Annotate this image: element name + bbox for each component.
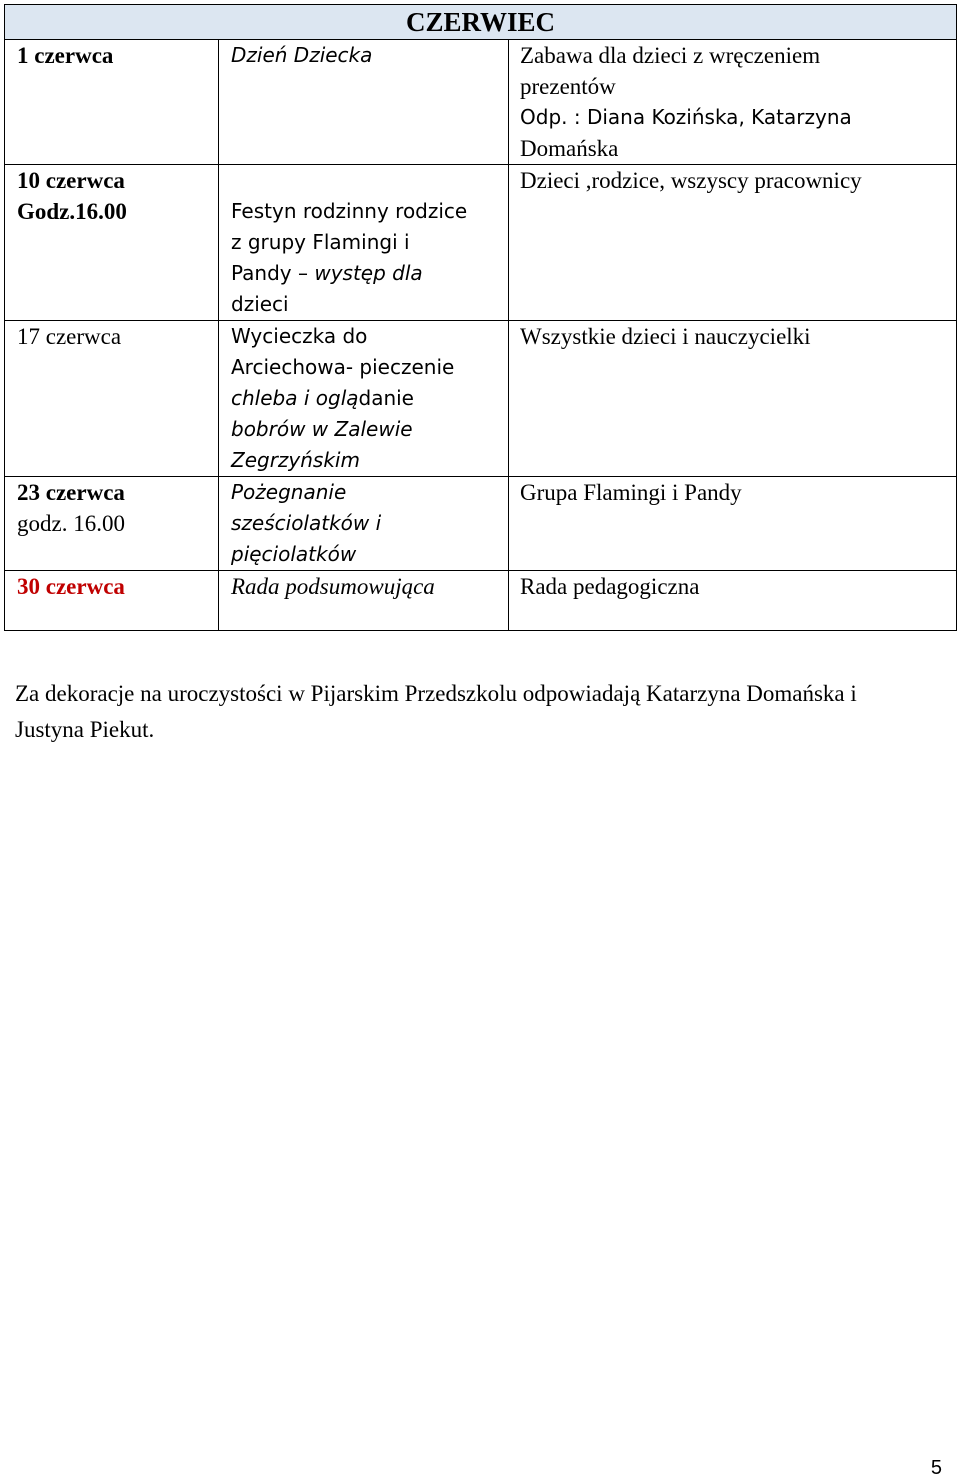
date-text: 17 czerwca [17,324,122,349]
decoration-note: Za dekoracje na uroczystości w Pijarskim Przedszkolu odpowiadają Katarzyna Domańska i Justyna Piekut. [15,681,857,742]
table-row [5,40,957,165]
responsible-text: Dzieci ,rodzice, wszyscy pracownicy [520,168,862,193]
event-text-italic: Zegrzyńskim [231,448,360,472]
event-cell [219,571,509,631]
time-text: godz. 16.00 [17,511,125,536]
responsible-cell [509,165,957,321]
responsible-text: prezentów [520,74,616,99]
event-text-italic: chleba i oglą [231,386,359,410]
table-row [5,321,957,477]
event-text: Pandy – [231,261,315,285]
event-text: Rada podsumowująca [231,574,435,599]
responsible-text: Wszystkie dzieci i nauczycielki [520,324,811,349]
event-cell [219,321,509,477]
table-row [5,477,957,571]
table-header-row [5,5,957,40]
responsible-text: Odp. : Diana Kozińska, Katarzyna [520,105,852,129]
event-cell [219,40,509,165]
page-number: 5 [930,1457,942,1479]
month-title: CZERWIEC [5,5,957,40]
date-cell [5,40,219,165]
date-cell [5,571,219,631]
event-text: z grupy Flamingi i [231,230,410,254]
event-text-italic: bobrów w Zalewie [231,417,413,441]
event-text: Festyn rodzinny rodzice [231,199,468,223]
responsible-text: Domańska [520,136,619,161]
date-cell [5,165,219,321]
event-text-italic: występ dla [314,261,423,285]
event-text: sześciolatków i [231,511,382,535]
event-cell [219,165,509,321]
date-text: 10 czerwca [17,168,125,193]
event-text: Arciechowa- pieczenie [231,355,455,379]
time-text: Godz.16.00 [17,199,127,224]
table-row [5,571,957,631]
responsible-cell [509,321,957,477]
june-schedule-table [4,4,957,631]
event-text: dzieci [231,292,289,316]
responsible-cell [509,571,957,631]
table-row [5,165,957,321]
date-cell [5,477,219,571]
event-text: Wycieczka do [231,324,368,348]
event-cell [219,477,509,571]
event-text: Dzień Dziecka [231,43,373,67]
responsible-cell [509,40,957,165]
date-text: 30 czerwca [17,574,125,599]
event-text: danie [358,386,414,410]
date-cell [5,321,219,477]
responsible-cell [509,477,957,571]
date-text: 1 czerwca [17,43,114,68]
event-text: pięciolatków [231,542,357,566]
responsible-text: Grupa Flamingi i Pandy [520,480,742,505]
event-text: Pożegnanie [231,480,347,504]
date-text: 23 czerwca [17,480,125,505]
responsible-text: Rada pedagogiczna [520,574,700,599]
responsible-text: Zabawa dla dzieci z wręczeniem [520,43,821,68]
